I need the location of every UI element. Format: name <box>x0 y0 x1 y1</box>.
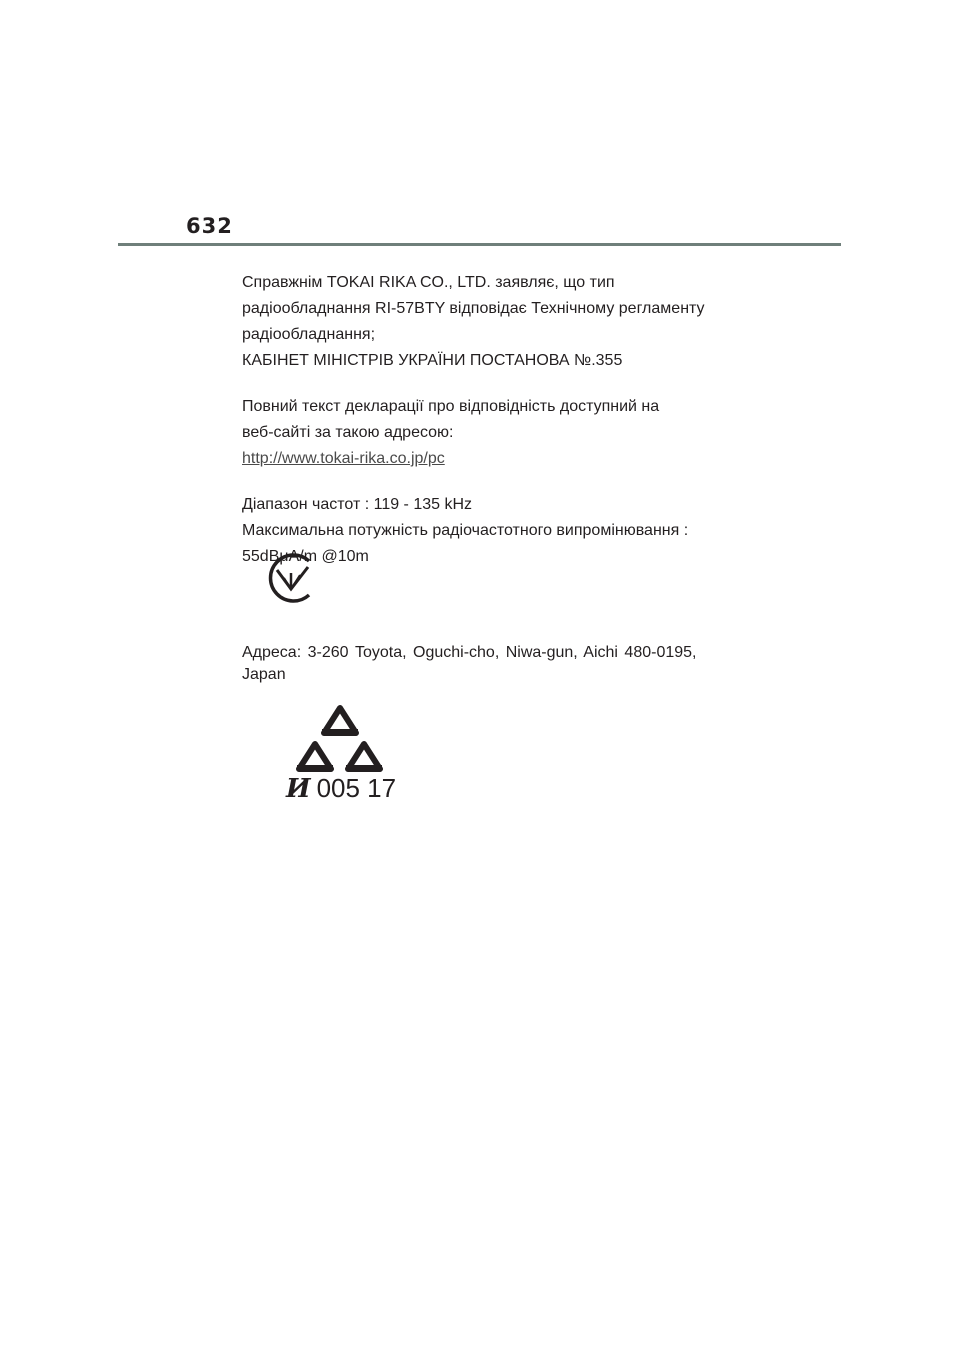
declaration-line-1: Справжнім TOKAI RIKA CO., LTD. заявляє, що тип <box>242 274 615 291</box>
declaration-line-4: КАБІНЕТ МІНІСТРІВ УКРАЇНИ ПОСТАНОВА №.355 <box>242 352 623 369</box>
ukraine-conformity-mark-icon <box>262 549 320 607</box>
triangle-certification-mark-icon <box>288 703 398 773</box>
declaration-paragraph <box>242 270 720 374</box>
full-text-line-1: Повний текст декларації про відповідність доступний на <box>242 398 660 415</box>
address-line-2: Japan <box>242 666 286 683</box>
max-power-line-1: Максимальна потужність радіочастотного випромінювання : <box>242 522 689 539</box>
header-rule <box>118 243 841 246</box>
certification-prefix: И <box>286 774 311 804</box>
frequency-range: Діапазон частот : 119 - 135 kHz <box>242 496 473 513</box>
full-text-paragraph <box>242 394 720 472</box>
certification-code <box>286 773 396 804</box>
declaration-line-3: радіообладнання; <box>242 326 376 343</box>
max-power-line-2: 55dBμA/m @10m <box>242 548 369 565</box>
full-text-line-2: веб-сайті за такою адресою: <box>242 424 454 441</box>
page-number: 632 <box>186 214 233 238</box>
document-body <box>242 270 720 686</box>
certification-number: 005 17 <box>316 773 397 803</box>
declaration-url-link[interactable]: http://www.tokai-rika.co.jp/pc <box>242 450 445 467</box>
address-line-1: Адреса: 3-260 Toyota, Oguchi-cho, Niwa-gun, Aichi 480-0195, <box>242 644 697 661</box>
address-paragraph <box>242 642 720 686</box>
declaration-line-2: радіообладнання RI-57BTY відповідає Технічному регламенту <box>242 300 705 317</box>
